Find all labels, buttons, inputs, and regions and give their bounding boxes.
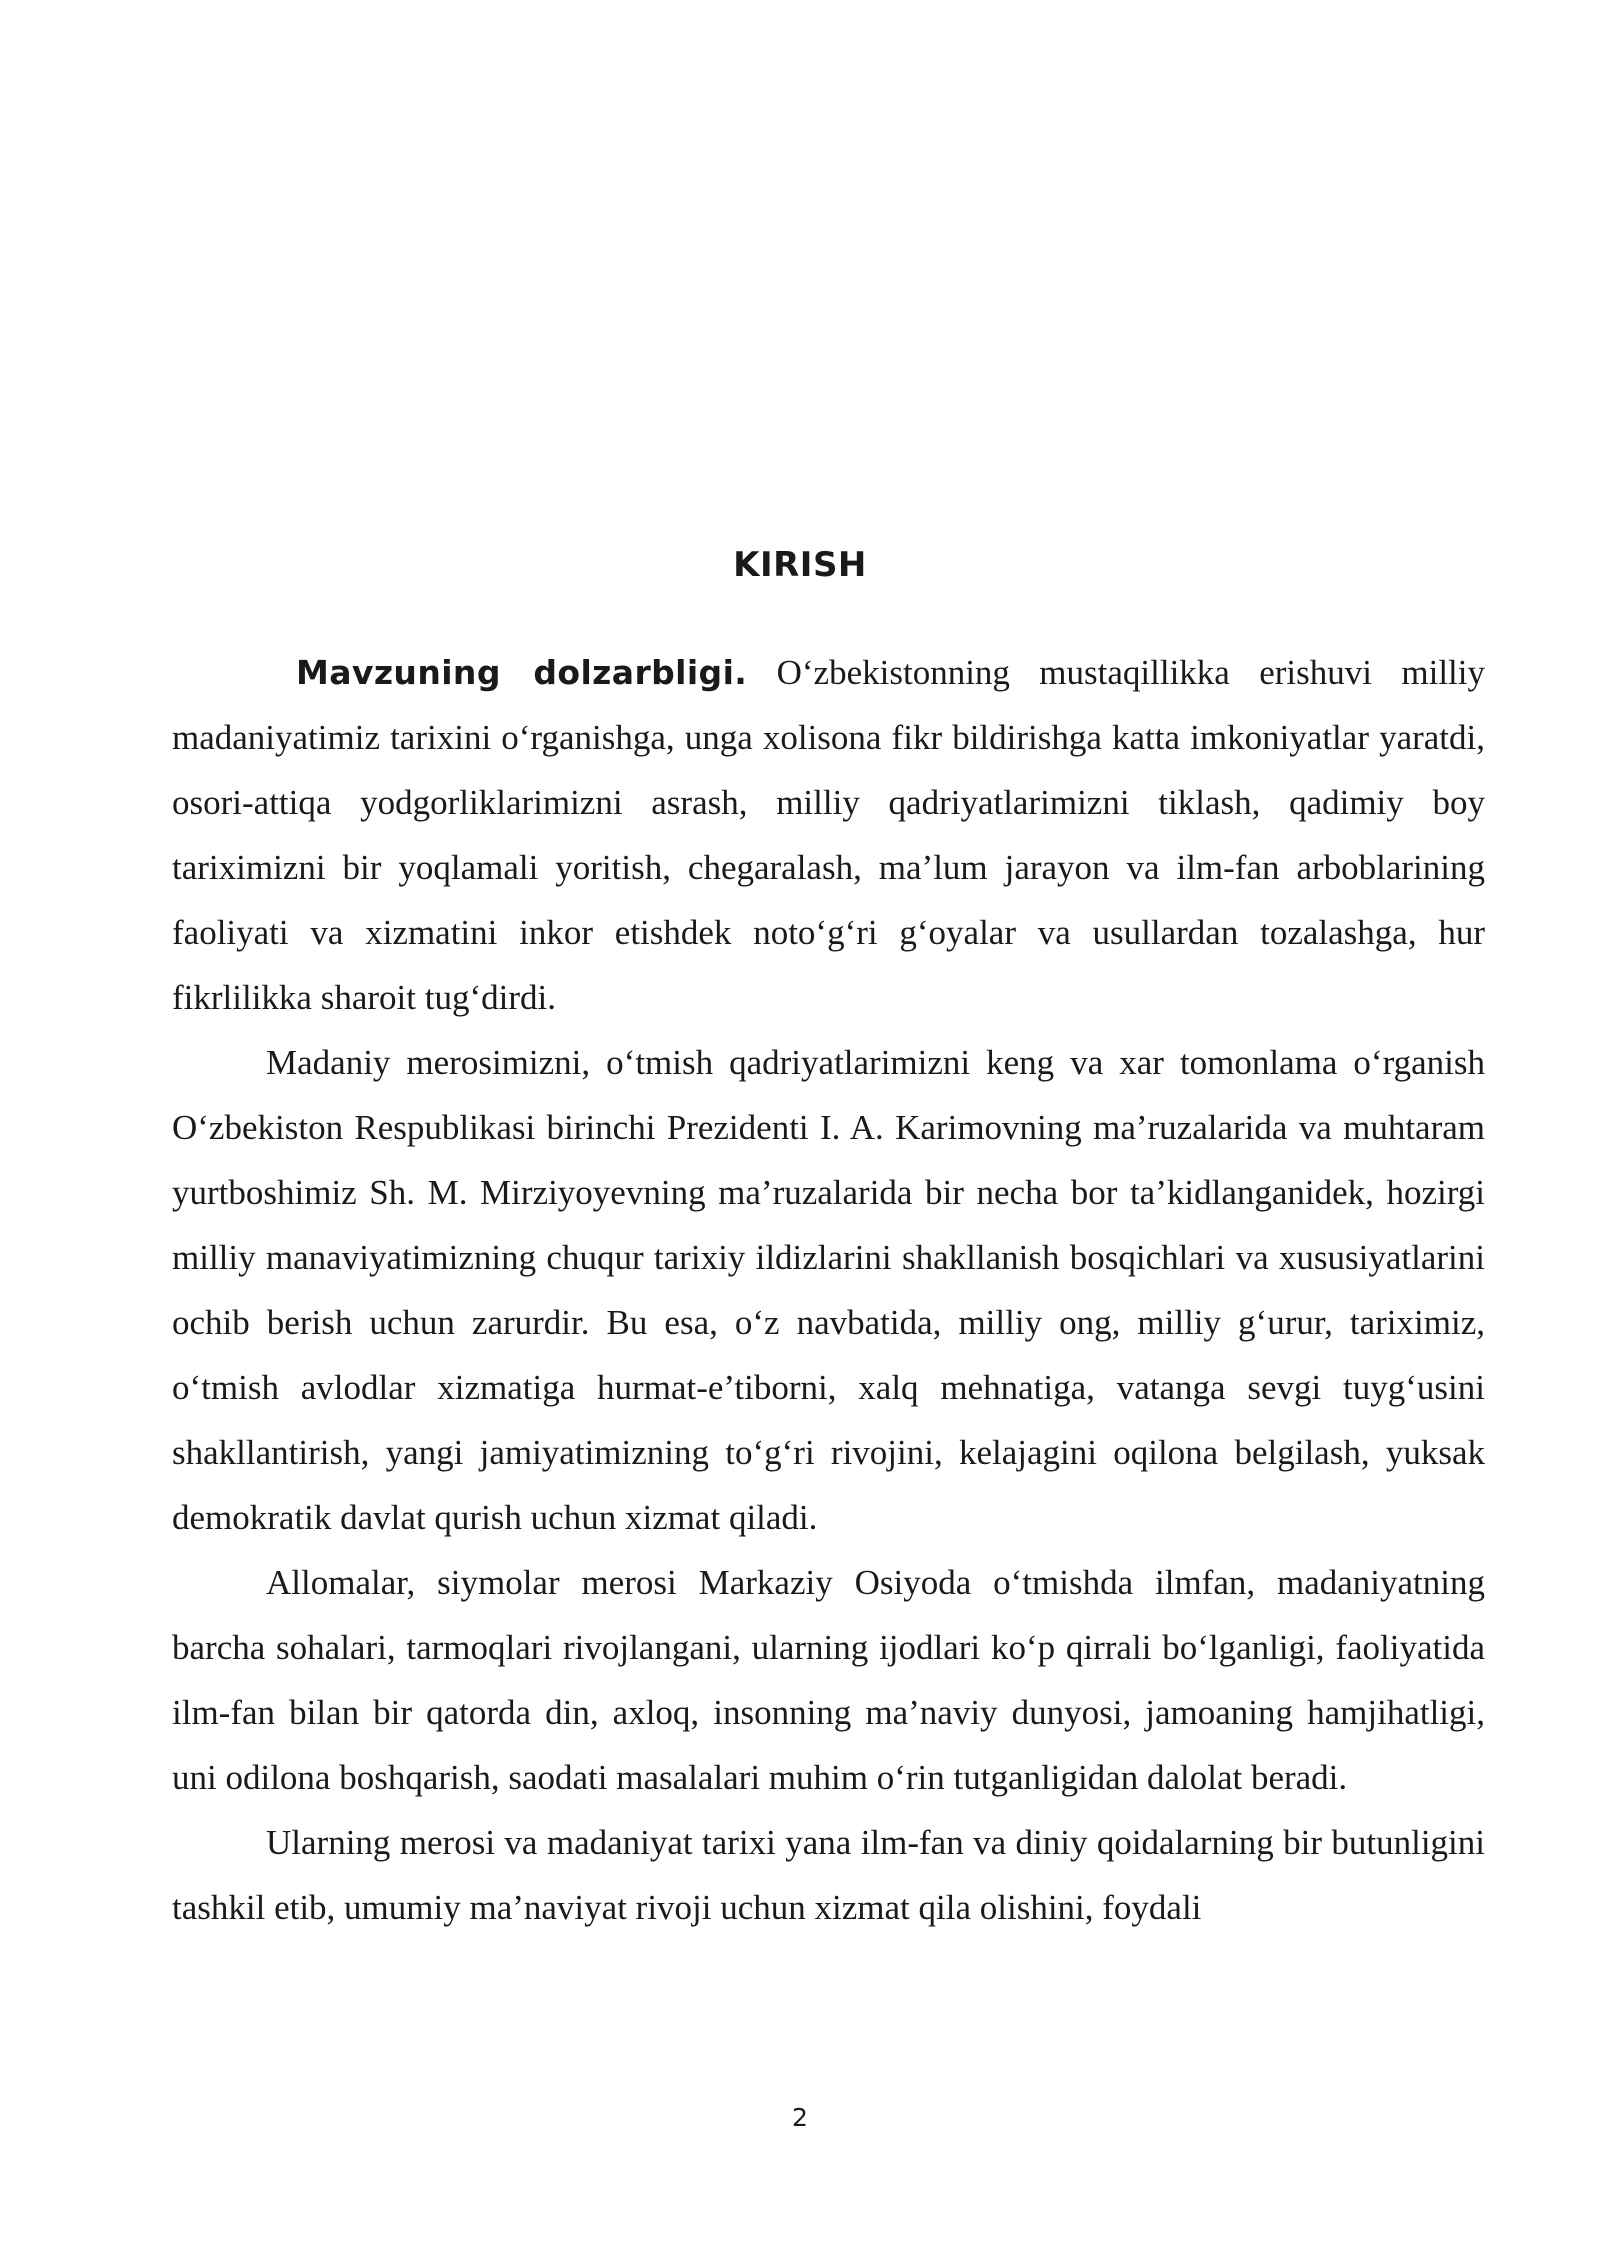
- lead-phrase: Mavzuning dolzarbligi.: [296, 653, 748, 692]
- paragraph-4: Ularning merosi va madaniyat tarixi yana ilm-fan va diniy qoidalarning bir butunligini tashkil etib, umumiy ma’naviyat rivoji uchun xizmat qila olishini, foydali: [172, 1823, 1485, 1927]
- paragraph-2: Madaniy merosimizni, o‘tmish qadriyatlarimizni keng va xar tomonlama o‘rganish O‘zbekiston Respublikasi birinchi Prezidenti I. A. Karimovning ma’ruzalarida va muhtaram yurtboshimiz Sh. M. Mirziyoyevning ma’ruzalarida bir necha bor ta’kidlanganidek, hozirgi milliy manaviyatimizning chuqur tarixiy ildizlarini shakllanish bosqichlari va xususiyatlarini ochib berish uchun zarurdir. Bu esa, o‘z navbatida, milliy ong, milliy g‘urur, tariximiz, o‘tmish avlodlar xizmatiga hurmat-e’tiborni, xalq mehnatiga, vatanga sevgi tuyg‘usini shakllantirish, yangi jamiyatimizning to‘g‘ri rivojini, kelajagini oqilona belgilash, yuksak demokratik davlat qurish uchun xizmat qiladi.: [172, 1043, 1485, 1537]
- section-heading: KIRISH: [733, 545, 867, 585]
- paragraph-1-text: O‘zbekistonning mustaqillikka erishuvi milliy madaniyatimiz tarixini o‘rganishga, unga xolisona fikr bildirishga katta imkoniyatlar yaratdi, osori-attiqa yodgorliklarimizni asrash, milliy qadriyatlarimizni tiklash, qadimiy boy tariximizni bir yoqlamali yoritish, chegaralash, ma’lum jarayon va ilm-fan arboblarining faoliyati va xizmatini inkor etishdek noto‘g‘ri g‘oyalar va usullardan tozalashga, hur fikrlilikka sharoit tug‘dirdi.: [172, 653, 1485, 1017]
- page-number: 2: [792, 2103, 808, 2132]
- paragraph-3: Allomalar, siymolar merosi Markaziy Osiyoda o‘tmishda ilmfan, madaniyatning barcha sohalari, tarmoqlari rivojlangani, ularning ijodlari ko‘p qirrali bo‘lganligi, faoliyatida ilm-fan bilan bir qatorda din, axloq, insonning ma’naviy dunyosi, jamoaning hamjihatligi, uni odilona boshqarish, saodati masalalari muhim o‘rin tutganligidan dalolat beradi.: [172, 1563, 1485, 1797]
- paragraph-1: [172, 640, 1485, 1030]
- body-text: [172, 640, 1485, 1940]
